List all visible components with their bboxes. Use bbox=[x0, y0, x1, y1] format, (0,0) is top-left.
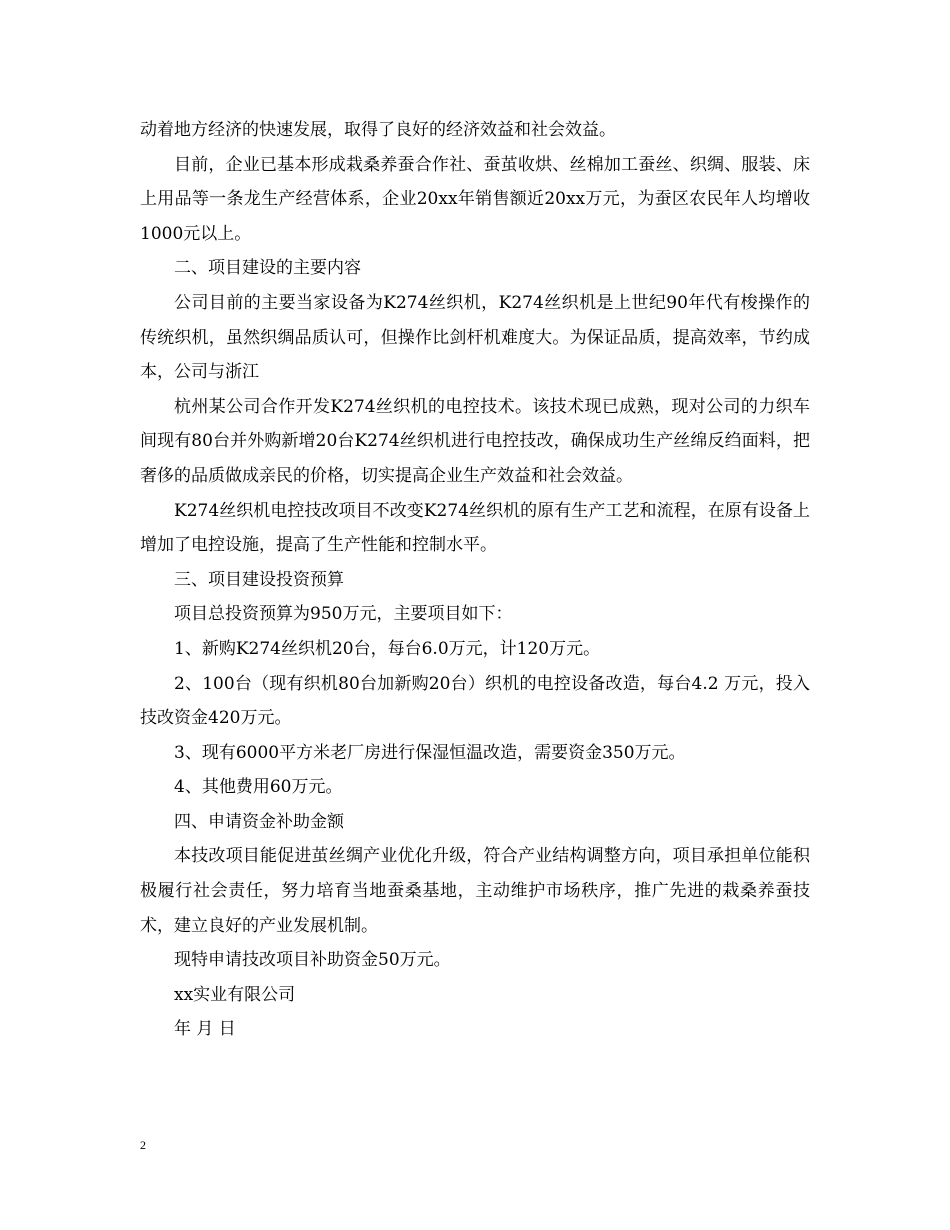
paragraph-6: K274丝织机电控技改项目不改变K274丝织机的原有生产工艺和流程，在原有设备上增加了电控设施，提高了生产性能和控制水平。 bbox=[140, 500, 810, 556]
paragraph-4: 公司目前的主要当家设备为K274丝织机，K274丝织机是上世纪90年代有梭操作的传统织机，虽然织绸品质认可，但操作比剑杆机难度大。为保证品质，提高效率，节约成本，公司与浙江 bbox=[140, 292, 810, 383]
paragraph-2: 目前，企业已基本形成栽桑养蚕合作社、蚕茧收烘、丝棉加工蚕丝、织绸、服装、床上用品等一条龙生产经营体系，企业20xx年销售额近20xx万元，为蚕区农民年人均增收1000元以上。 bbox=[140, 154, 810, 244]
paragraph-15: 现特申请技改项目补助资金50万元。 bbox=[174, 950, 451, 971]
company-signature: xx实业有限公司 bbox=[174, 984, 296, 1005]
section-heading-4: 四、申请资金补助金额 bbox=[174, 811, 344, 832]
section-heading-2: 二、项目建设的主要内容 bbox=[174, 258, 361, 279]
page-number: 2 bbox=[140, 1138, 146, 1152]
paragraph-1: 动着地方经济的快速发展，取得了良好的经济效益和社会效益。 bbox=[140, 120, 616, 140]
list-item-3: 3、现有6000平方米老厂房进行保湿恒温改造，需要资金350万元。 bbox=[174, 742, 686, 763]
date-line: 年 月 日 bbox=[174, 1019, 236, 1040]
paragraph-5: 杭州某公司合作开发K274丝织机的电控技术。该技术现已成熟，现对公司的力织车间现有80台并外购新增20台K274丝织机进行电控技改，确保成功生产丝绵反绉面料，把奢侈的品质做成亲民的价格，切实提高企业生产效益和社会效益。 bbox=[140, 396, 810, 486]
paragraph-14: 本技改项目能促进茧丝绸产业优化升级，符合产业结构调整方向，项目承担单位能积极履行社会责任，努力培育当地蚕桑基地，主动维护市场秩序，推广先进的栽桑养蚕技术，建立良好的产业发展机制。 bbox=[140, 846, 810, 936]
list-item-2: 2、100台（现有织机80台加新购20台）织机的电控设备改造，每台4.2 万元，投入技改资金420万元。 bbox=[140, 673, 810, 729]
document-body bbox=[140, 113, 810, 1047]
list-item-1: 1、新购K274丝织机20台，每台6.0万元，计120万元。 bbox=[174, 638, 601, 659]
paragraph-8: 项目总投资预算为950万元，主要项目如下： bbox=[174, 604, 513, 625]
section-heading-3: 三、项目建设投资预算 bbox=[174, 569, 344, 590]
list-item-4: 4、其他费用60万元。 bbox=[174, 777, 343, 798]
